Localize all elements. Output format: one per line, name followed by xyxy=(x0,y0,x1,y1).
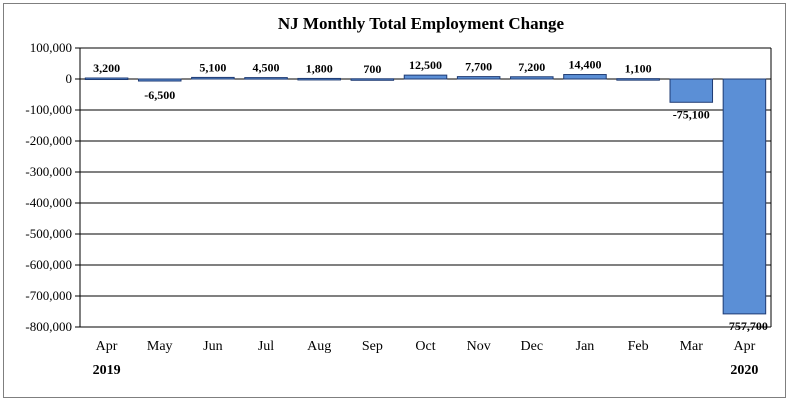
x-tick-label: Feb xyxy=(627,339,649,354)
bar xyxy=(138,79,181,81)
x-tick-label: Sep xyxy=(361,339,383,354)
x-tick-label: Oct xyxy=(415,339,436,354)
data-label: -757,700 xyxy=(724,318,768,333)
x-tick-label: May xyxy=(146,339,173,354)
bar xyxy=(564,75,607,79)
x-tick-label: Apr xyxy=(95,339,118,354)
bar xyxy=(85,78,128,80)
x-tick-label: Jan xyxy=(575,339,595,354)
x-tick-label: Dec xyxy=(520,339,544,354)
y-tick-label: -400,000 xyxy=(25,195,72,210)
y-tick-label: 100,000 xyxy=(29,40,72,55)
bar xyxy=(723,79,766,314)
y-tick-label: -600,000 xyxy=(25,257,72,272)
x-tick-label: Nov xyxy=(466,339,491,354)
bar xyxy=(245,78,288,80)
bar xyxy=(404,75,447,79)
year-label: 2020 xyxy=(730,363,759,378)
bar xyxy=(298,78,341,80)
x-tick-label: Apr xyxy=(733,339,756,354)
chart-title: NJ Monthly Total Employment Change xyxy=(277,14,565,33)
data-label: 12,500 xyxy=(409,58,442,73)
y-tick-label: -700,000 xyxy=(25,288,72,303)
data-label: 1,100 xyxy=(624,61,652,76)
y-tick-label: -100,000 xyxy=(25,102,72,117)
x-tick-label: Aug xyxy=(307,339,332,354)
y-tick-label: -500,000 xyxy=(25,226,72,241)
y-tick-label: -300,000 xyxy=(25,164,72,179)
data-label: 4,500 xyxy=(252,60,280,75)
bar xyxy=(192,77,235,79)
bar xyxy=(511,77,554,79)
y-tick-label: -200,000 xyxy=(25,133,72,148)
data-labels xyxy=(93,58,768,333)
x-axis xyxy=(93,339,759,378)
year-label: 2019 xyxy=(92,363,121,378)
grid-lines xyxy=(80,48,771,327)
data-label: -6,500 xyxy=(144,88,176,102)
y-axis xyxy=(25,40,771,334)
bar xyxy=(617,79,660,81)
bar xyxy=(670,79,713,102)
x-tick-label: Mar xyxy=(679,339,703,354)
bar xyxy=(457,77,500,79)
bar xyxy=(351,79,394,81)
data-label: 3,200 xyxy=(93,61,121,76)
data-label: 7,200 xyxy=(518,59,546,74)
data-label: 5,100 xyxy=(199,60,227,75)
x-tick-label: Jul xyxy=(257,339,275,354)
data-label: 1,800 xyxy=(305,61,333,76)
data-label: 7,700 xyxy=(465,59,493,74)
data-label: 700 xyxy=(363,61,382,76)
data-label: -75,100 xyxy=(672,107,710,122)
data-label: 14,400 xyxy=(568,57,602,72)
y-tick-label: 0 xyxy=(65,71,72,86)
x-tick-label: Jun xyxy=(203,339,223,354)
y-tick-label: -800,000 xyxy=(25,319,72,334)
